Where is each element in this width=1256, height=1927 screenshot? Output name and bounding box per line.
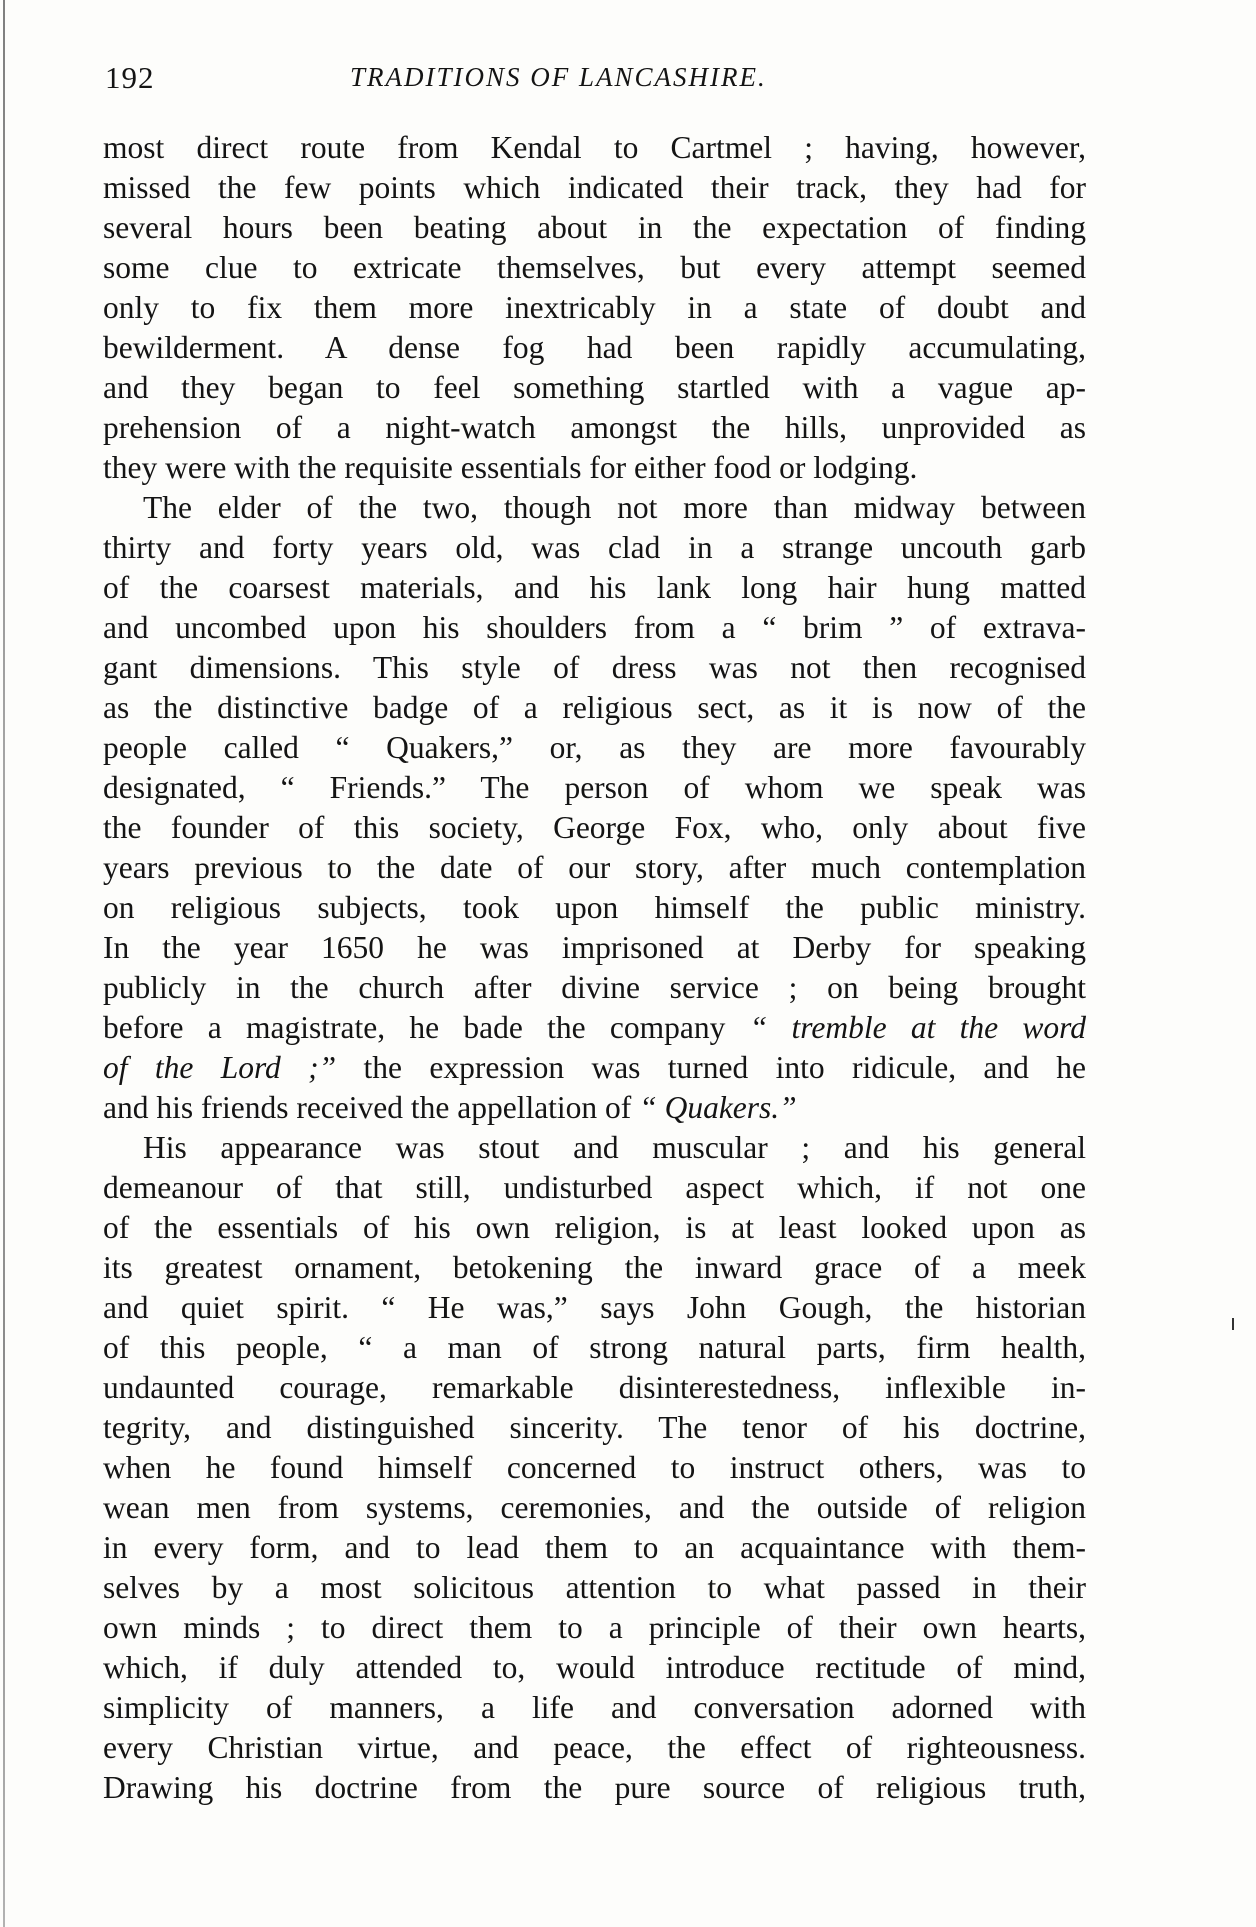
text-line: publicly in the church after divine service ; on being brought	[103, 970, 1086, 1005]
text-line: designated, “ Friends.” The person of whom we speak was	[103, 770, 1086, 805]
text-line: when he found himself concerned to instruct others, was to	[103, 1450, 1086, 1485]
page-edge-shadow	[3, 0, 5, 1927]
text-line: several hours been beating about in the expectation of finding	[103, 210, 1086, 245]
text-line: Drawing his doctrine from the pure source of religious truth,	[103, 1770, 1086, 1805]
text-line-mixed	[103, 1048, 1086, 1088]
text-line: some clue to extricate themselves, but every attempt seemed	[103, 250, 1086, 285]
text-line: gant dimensions. This style of dress was not then recognised	[103, 650, 1086, 685]
text-line: selves by a most solicitous attention to what passed in their	[103, 1570, 1086, 1605]
text-line: which, if duly attended to, would introduce rectitude of mind,	[103, 1650, 1086, 1685]
text-segment: before a magistrate, he bade the company	[103, 1010, 726, 1045]
italic-quote: of the Lord ;”	[103, 1050, 337, 1085]
text-segment: the expression was turned into ridicule, and he	[363, 1050, 1086, 1085]
page-number: 192	[105, 60, 155, 95]
text-line: years previous to the date of our story, after much contemplation	[103, 850, 1086, 885]
text-line: in every form, and to lead them to an acquaintance with them-	[103, 1530, 1086, 1565]
text-line: prehension of a night-watch amongst the hills, unprovided as	[103, 410, 1086, 445]
text-line: own minds ; to direct them to a principle of their own hearts,	[103, 1610, 1086, 1645]
text-line: of this people, “ a man of strong natural parts, firm health,	[103, 1330, 1086, 1365]
text-line: the founder of this society, George Fox, who, only about five	[103, 810, 1086, 845]
text-line: people called “ Quakers,” or, as they are more favourably	[103, 730, 1086, 765]
body-text	[103, 128, 1086, 1808]
text-line: every Christian virtue, and peace, the effect of righteousness.	[103, 1730, 1086, 1765]
text-line: on religious subjects, took upon himself the public ministry.	[103, 890, 1086, 925]
text-line: of the essentials of his own religion, is at least looked upon as	[103, 1210, 1086, 1245]
page-header	[105, 60, 1090, 104]
text-line: and uncombed upon his shoulders from a “ brim ” of extrava-	[103, 610, 1086, 645]
text-line: most direct route from Kendal to Cartmel ; having, however,	[103, 130, 1086, 165]
text-line: simplicity of manners, a life and conversation adorned with	[103, 1690, 1086, 1725]
text-line: wean men from systems, ceremonies, and the outside of religion	[103, 1490, 1086, 1525]
text-segment: and his friends received the appellation of	[103, 1090, 632, 1125]
running-title: TRADITIONS OF LANCASHIRE.	[350, 62, 767, 92]
text-line: only to fix them more inextricably in a state of doubt and	[103, 290, 1086, 325]
text-line: His appearance was stout and muscular ; and his general	[143, 1130, 1086, 1165]
text-line: bewilderment. A dense fog had been rapidly accumulating,	[103, 330, 1086, 365]
text-line: they were with the requisite essentials for either food or lodging.	[103, 450, 918, 485]
text-line: of the coarsest materials, and his lank long hair hung matted	[103, 570, 1086, 605]
margin-speck	[1232, 1318, 1234, 1330]
text-line: and quiet spirit. “ He was,” says John Gough, the historian	[103, 1290, 1086, 1325]
text-line-mixed	[103, 1088, 1086, 1128]
text-line: its greatest ornament, betokening the inward grace of a meek	[103, 1250, 1086, 1285]
text-line: undaunted courage, remarkable disinterestedness, inflexible in-	[103, 1370, 1086, 1405]
text-line: thirty and forty years old, was clad in a strange uncouth garb	[103, 530, 1086, 565]
text-line: and they began to feel something startled with a vague ap-	[103, 370, 1086, 405]
text-line: as the distinctive badge of a religious sect, as it is now of the	[103, 690, 1086, 725]
italic-quote: “ Quakers.”	[639, 1090, 797, 1125]
italic-quote: “ tremble at the word	[749, 1010, 1087, 1045]
text-line-mixed	[103, 1008, 1086, 1048]
text-line: tegrity, and distinguished sincerity. The tenor of his doctrine,	[103, 1410, 1086, 1445]
text-line: missed the few points which indicated their track, they had for	[103, 170, 1086, 205]
text-line: In the year 1650 he was imprisoned at Derby for speaking	[103, 930, 1086, 965]
text-line: The elder of the two, though not more than midway between	[143, 490, 1086, 525]
text-line: demeanour of that still, undisturbed aspect which, if not one	[103, 1170, 1086, 1205]
